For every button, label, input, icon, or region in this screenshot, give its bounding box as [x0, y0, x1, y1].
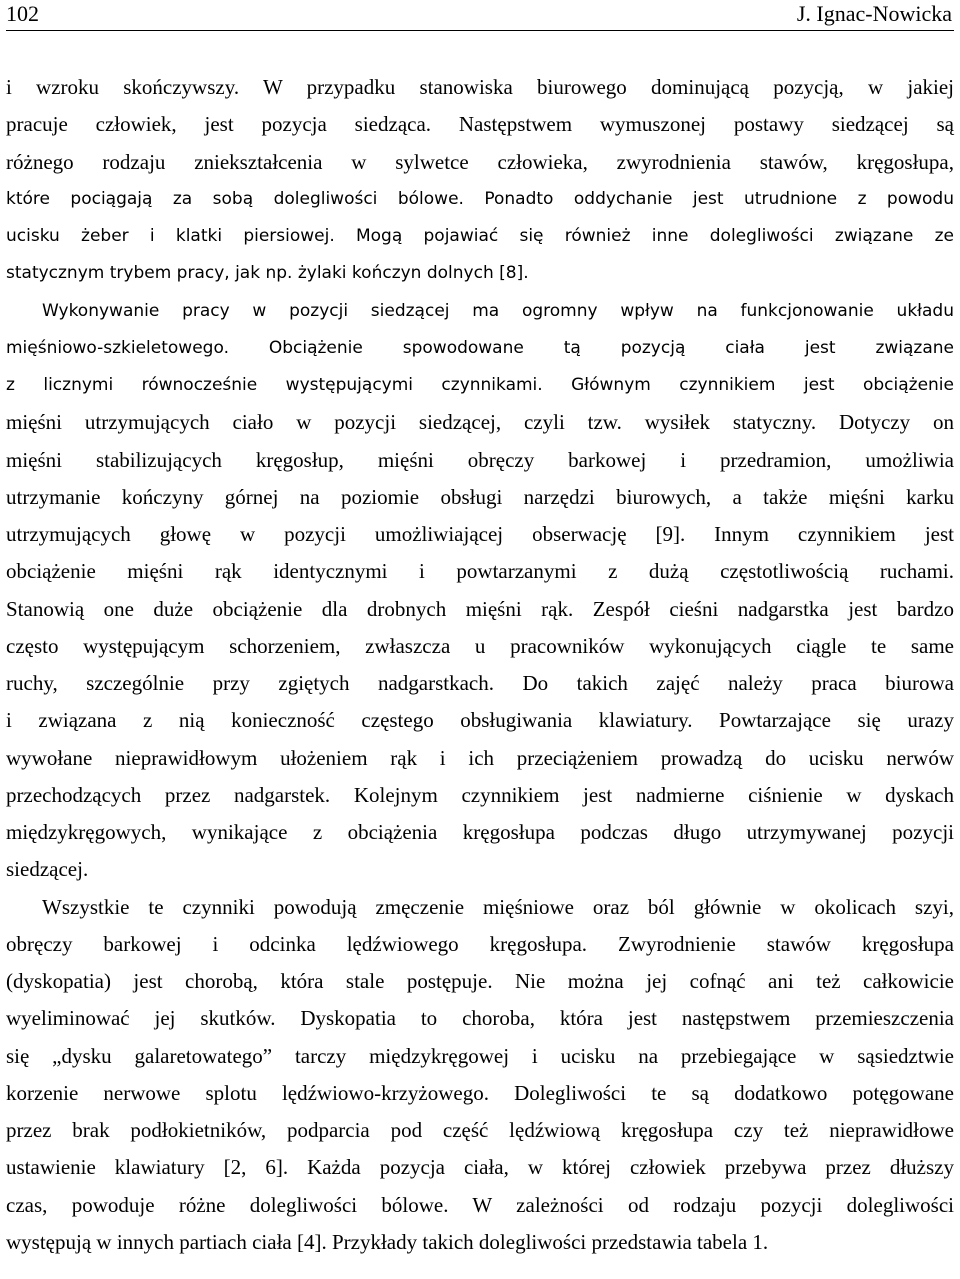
- text-line: Wykonywanie pracy w pozycji siedzącej ma ogromny wpływ na funkcjonowanie układu: [42, 301, 954, 321]
- text-line: obciążenie mięśni rąk identycznymi i powtarzanymi z dużą częstotliwością ruchami.: [6, 559, 954, 583]
- text-line: Stanowią one duże obciążenie dla drobnych mięśni rąk. Zespół cieśni nadgarstka jest bardzo: [6, 597, 954, 621]
- text-line: różnego rodzaju zniekształcenia w sylwetce człowieka, zwyrodnienia stawów, kręgosłupa,: [6, 150, 954, 174]
- text-line: wyeliminować jej skutków. Dyskopatia to choroba, która jest następstwem przemieszczenia: [6, 1006, 954, 1030]
- text-line: wywołane nieprawidłowym ułożeniem rąk i ich przeciążeniem prowadzą do ucisku nerwów: [6, 746, 954, 770]
- text-line: często występującym schorzeniem, zwłaszcza u pracowników wykonujących ciągle te same: [6, 634, 954, 658]
- text-line: mięśniowo-szkieletowego. Obciążenie spowodowane tą pozycją ciała jest związane: [6, 338, 954, 358]
- running-head-author: J. Ignac-Nowicka: [796, 1, 952, 26]
- page-number: 102: [6, 1, 39, 26]
- text-line: przez brak podłokietników, podparcia pod część lędźwiową kręgosłupa czy też nieprawidłowe: [6, 1118, 954, 1142]
- text-line: Wszystkie te czynniki powodują zmęczenie mięśniowe oraz ból głównie w okolicach szyi,: [42, 895, 954, 919]
- text-line: międzykręgowych, wynikające z obciążenia kręgosłupa podczas długo utrzymywanej pozycji: [6, 820, 954, 844]
- text-line: z licznymi równocześnie występującymi czynnikami. Głównym czynnikiem jest obciążenie: [6, 375, 954, 395]
- text-line: utrzymanie kończyny górnej na poziomie obsługi narzędzi biurowych, a także mięśni karku: [6, 485, 954, 509]
- page-header: [6, 0, 954, 31]
- text-line: pracuje człowiek, jest pozycja siedząca. Następstwem wymuszonej postawy siedzącej są: [6, 112, 954, 136]
- text-line: występują w innych partiach ciała [4]. Przykłady takich dolegliwości przedstawia tabela 1.: [6, 1230, 769, 1254]
- text-line: siedzącej.: [6, 857, 89, 881]
- text-line: mięśni utrzymujących ciało w pozycji siedzącej, czyli tzw. wysiłek statyczny. Dotyczy on: [6, 410, 954, 434]
- text-line: statycznym trybem pracy, jak np. żylaki kończyn dolnych [8].: [6, 263, 529, 283]
- text-line: czas, powoduje różne dolegliwości bólowe. W zależności od rodzaju pozycji dolegliwości: [6, 1193, 954, 1217]
- text-line: (dyskopatia) jest chorobą, która stale postępuje. Nie można jej cofnąć ani też całkowicie: [6, 969, 954, 993]
- text-line: się „dysku galaretowatego” tarczy międzykręgowej i ucisku na przebiegające w sąsiedztwie: [6, 1044, 954, 1068]
- text-line: ustawienie klawiatury [2, 6]. Każda pozycja ciała, w której człowiek przebywa przez dłuższy: [6, 1155, 954, 1179]
- text-line: utrzymujących głowę w pozycji umożliwiającej obserwację [9]. Innym czynnikiem jest: [6, 522, 954, 546]
- text-line: obręczy barkowej i odcinka lędźwiowego kręgosłupa. Zwyrodnienie stawów kręgosłupa: [6, 932, 954, 956]
- text-line: które pociągają za sobą dolegliwości bólowe. Ponadto oddychanie jest utrudnione z powodu: [6, 189, 954, 209]
- text-line: mięśni stabilizujących kręgosłup, mięśni obręczy barkowej i przedramion, umożliwia: [6, 448, 954, 472]
- text-line: ruchy, szczególnie przy zgiętych nadgarstkach. Do takich zajęć należy praca biurowa: [6, 671, 954, 695]
- text-line: korzenie nerwowe splotu lędźwiowo-krzyżowego. Dolegliwości te są dodatkowo potęgowane: [6, 1081, 954, 1105]
- text-line: przechodzących przez nadgarstek. Kolejnym czynnikiem jest nadmierne ciśnienie w dyskach: [6, 783, 954, 807]
- text-line: ucisku żeber i klatki piersiowej. Mogą pojawiać się również inne dolegliwości związane ze: [6, 226, 954, 246]
- text-line: i związana z nią konieczność częstego obsługiwania klawiatury. Powtarzające się urazy: [6, 708, 954, 732]
- text-line: i wzroku skończywszy. W przypadku stanowiska biurowego dominującą pozycją, w jakiej: [6, 75, 954, 99]
